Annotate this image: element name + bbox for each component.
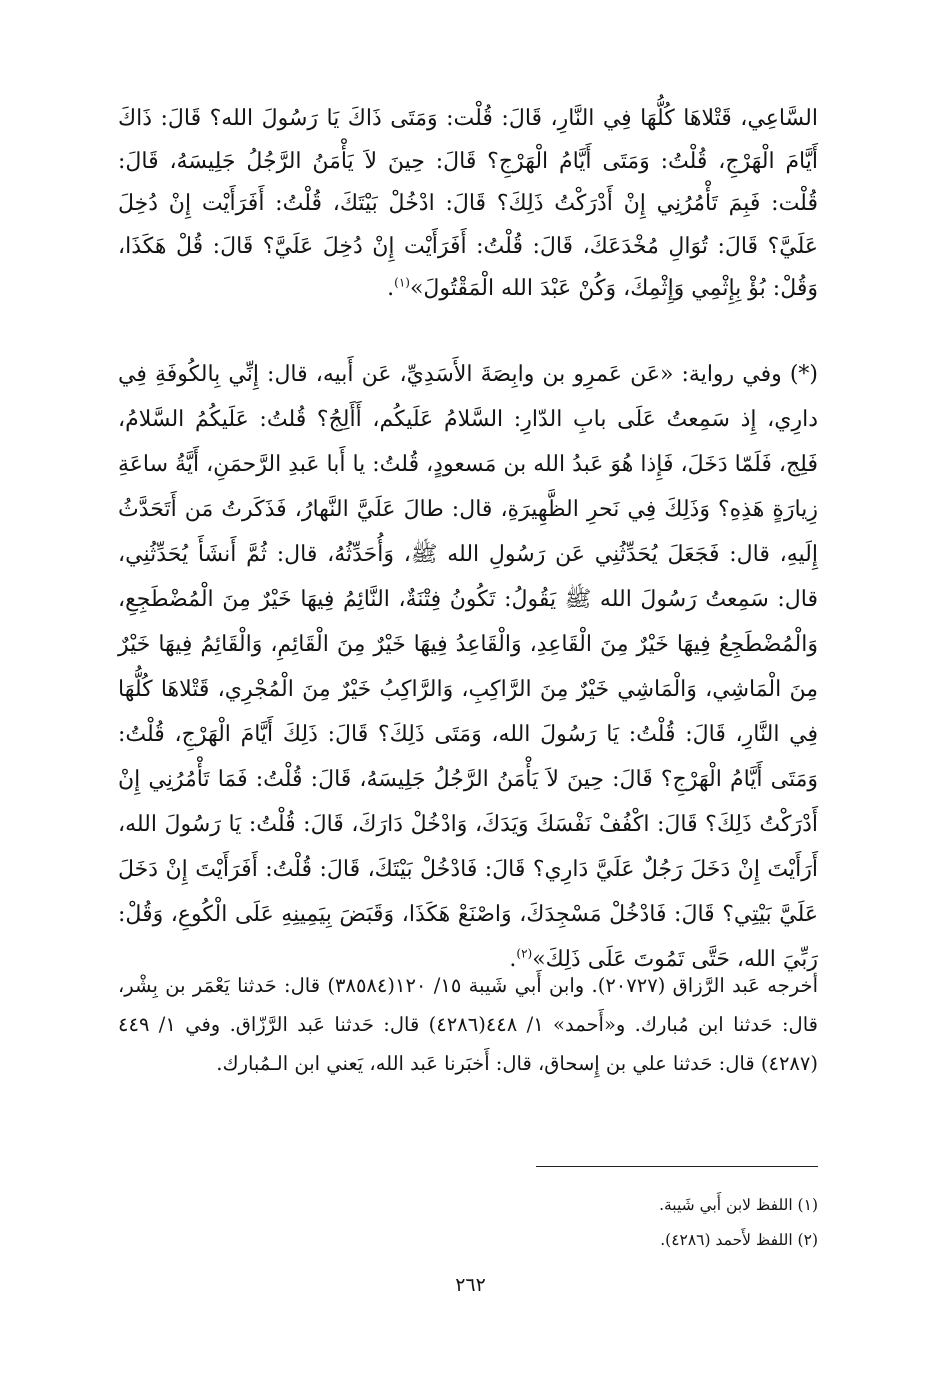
takhrij-text: أخرجه عَبد الرَّزاق (٢٠٧٢٧). وابن أَبي شَيبة ١٥/ ١٢٠(٣٨٥٨٤) قال: حَدثنا يَعْمَر بن بِشْر، قال: حَدثنا ابن مُبارك. و«أَحمد» ١/ ٤٤٨(٤٢٨٦) قال: حَدثنا عَبد الرَّزّاق. وفي ١/ ٤٤٩ (٤٢٨٧) قال: حَدثنا علي بن إِسحاق، قال: أَخبَرنا عَبد الله، يَعني ابن الـمُبارك. bbox=[118, 974, 818, 1075]
footnote-marker-2: (٢) bbox=[516, 946, 533, 961]
narration-variant-paragraph: (*) وفي رواية: «عَن عَمرِو بن وابِصَةَ الأَسَدِيِّ، عَن أَبيه، قال: إِنِّي بِالكُوفَةِ فِي دارِي، إِذ سَمِعتُ عَلَى بابِ الدّارِ: السَّلامُ عَلَيكُم، أَأَلِجُ؟ قُلتُ: عَلَيكُمُ السَّلامُ، فَلِج، فَلَمّا دَخَلَ، فَإِذا هُوَ عَبدُ الله بن مَسعودٍ، قُلتُ: يا أَبا عَبدِ الرَّحمَنِ، أَيَّةُ ساعَةِ زِيارَةٍ هَذِهِ؟ وَذَلِكَ فِي نَحرِ الظَّهِيرَةِ، قال: طالَ عَلَيَّ النَّهارُ، فَذَكَرتُ مَن أَتَحَدَّثُ إِلَيهِ، قال: فَجَعَلَ يُحَدِّثُنِي عَن رَسُولِ الله ﷺ، وَأُحَدِّثُهُ، قال: ثُمَّ أَنشَأَ يُحَدِّثُنِي، قال: سَمِعتُ رَسُولَ الله ﷺ يَقُولُ: تَكُونُ فِتْنَةٌ، النَّائِمُ فِيهَا خَيْرٌ مِنَ الْمُضْطَجِعِ، وَالْمُضْطَجِعُ فِيهَا خَيْرٌ مِنَ الْقَاعِدِ، وَالْقَاعِدُ فِيهَا خَيْرٌ مِنَ الْقَائِمِ، وَالْقَائِمُ فِيهَا خَيْرٌ مِنَ الْمَاشِي، وَالْمَاشِي خَيْرٌ مِنَ الرَّاكِبِ، وَالرَّاكِبُ خَيْرٌ مِنَ الْمُجْرِي، قَتْلاهَا كُلُّهَا فِي النَّارِ، قَالَ: قُلْتُ: يَا رَسُولَ الله، وَمَتَى ذَلِكَ؟ قَالَ: ذَلِكَ أَيَّامَ الْهَرْجِ، قُلْتُ: وَمَتَى أَيَّامُ الْهَرْجِ؟ قَالَ: حِينَ لاَ يَأْمَنُ الرَّجُلُ جَلِيسَهُ، قَالَ: قُلْتُ: فَمَا تَأْمُرُنِي إِنْ أَدْرَكْتُ ذَلِكَ؟ قَالَ: اكْفُفْ نَفْسَكَ وَيَدَكَ، وَادْخُلْ دَارَكَ، قَالَ: قُلْتُ: يَا رَسُولَ الله، أَرَأَيْتَ إِنْ دَخَلَ رَجُلٌ عَلَيَّ دَارِي؟ قَالَ: فَادْخُلْ بَيْتَكَ، قَالَ: قُلْتُ: أَفَرَأَيْتَ إِنْ دَخَلَ عَلَيَّ بَيْتِي؟ قَالَ: فَادْخُلْ مَسْجِدَكَ، وَاصْنَعْ هَكَذَا، وَقَبَضَ بِيَمِينِهِ عَلَى الْكُوعِ، وَقُلْ: رَبِّيَ الله، حَتَّى تَمُوتَ عَلَى ذَلِكَ»$^{(٢)}$. bbox=[118, 362, 818, 972]
hadith-main-paragraph: السَّاعِي، قَتْلاهَا كُلُّهَا فِي النَّارِ، قَالَ: قُلْت: وَمَتَى ذَاكَ يَا رَسُولَ الله؟ قَالَ: ذَاكَ أَيَّامَ الْهَرْجِ، قُلْتُ: وَمَتَى أَيَّامُ الْهَرْجِ؟ قَالَ: حِينَ لاَ يَأْمَنُ الرَّجُلُ جَلِيسَهُ، قَالَ: قُلْت: فَبِمَ تَأْمُرُنِي إِنْ أَدْرَكْتُ ذَلِكَ؟ قَالَ: ادْخُلْ بَيْتَكَ، قُلْتُ: أَفَرَأَيْت إِنْ دُخِلَ عَلَيَّ؟ قَالَ: تُوَالِ مُخْدَعَكَ، قَالَ: قُلْتُ: أَفَرَأَيْت إِنْ دُخِلَ عَلَيَّ؟ قَالَ: قُلْ هَكَذَا، وَقُلْ: بُؤْ بِإِثْمِي وَإِثْمِكَ، وَكُنْ عَبْدَ الله الْمَقْتُولَ»$^{(١)}$. bbox=[118, 106, 818, 301]
hadith-main-text: السَّاعِي، قَتْلاهَا كُلُّهَا فِي النَّارِ، قَالَ: قُلْت: وَمَتَى ذَاكَ يَا رَسُولَ الله؟ قَالَ: ذَاكَ أَيَّامَ الْهَرْجِ، قُلْتُ: وَمَتَى أَيَّامُ الْهَرْجِ؟ قَالَ: حِينَ لاَ يَأْمَنُ الرَّجُلُ جَلِيسَهُ، قَالَ: قُلْت: فَبِمَ تَأْمُرُنِي إِنْ أَدْرَكْتُ ذَلِكَ؟ قَالَ: ادْخُلْ بَيْتَكَ، قُلْتُ: أَفَرَأَيْت إِنْ دُخِلَ عَلَيَّ؟ قَالَ: تُوَالِ مُخْدَعَكَ، قَالَ: قُلْتُ: أَفَرَأَيْت إِنْ دُخِلَ عَلَيَّ؟ قَالَ: قُلْ هَكَذَا، وَقُلْ: بُؤْ بِإِثْمِي وَإِثْمِكَ، وَكُنْ عَبْدَ الله الْمَقْتُولَ» bbox=[118, 106, 818, 301]
page-number: ٢٦٢ bbox=[455, 1274, 486, 1296]
footnotes-list bbox=[460, 1188, 818, 1258]
narration-variant-text: (*) وفي رواية: «عَن عَمرِو بن وابِصَةَ الأَسَدِيِّ، عَن أَبيه، قال: إِنِّي بِالكُوفَةِ فِي دارِي، إِذ سَمِعتُ عَلَى بابِ الدّارِ: السَّلامُ عَلَيكُم، أَأَلِجُ؟ قُلتُ: عَلَيكُمُ السَّلامُ، فَلِج، فَلَمّا دَخَلَ، فَإِذا هُوَ عَبدُ الله بن مَسعودٍ، قُلتُ: يا أَبا عَبدِ الرَّحمَنِ، أَيَّةُ ساعَةِ زِيارَةٍ هَذِهِ؟ وَذَلِكَ فِي نَحرِ الظَّهِيرَةِ، قال: طالَ عَلَيَّ النَّهارُ، فَذَكَرتُ مَن أَتَحَدَّثُ إِلَيهِ، قال: فَجَعَلَ يُحَدِّثُنِي عَن رَسُولِ الله ﷺ، وَأُحَدِّثُهُ، قال: ثُمَّ أَنشَأَ يُحَدِّثُنِي، قال: سَمِعتُ رَسُولَ الله ﷺ يَقُولُ: تَكُونُ فِتْنَةٌ، النَّائِمُ فِيهَا خَيْرٌ مِنَ الْمُضْطَجِعِ، وَالْمُضْطَجِعُ فِيهَا خَيْرٌ مِنَ الْقَاعِدِ، وَالْقَاعِدُ فِيهَا خَيْرٌ مِنَ الْقَائِمِ، وَالْقَائِمُ فِيهَا خَيْرٌ مِنَ الْمَاشِي، وَالْمَاشِي خَيْرٌ مِنَ الرَّاكِبِ، وَالرَّاكِبُ خَيْرٌ مِنَ الْمُجْرِي، قَتْلاهَا كُلُّهَا فِي النَّارِ، قَالَ: قُلْتُ: يَا رَسُولَ الله، وَمَتَى ذَلِكَ؟ قَالَ: ذَلِكَ أَيَّامَ الْهَرْجِ، قُلْتُ: وَمَتَى أَيَّامُ الْهَرْجِ؟ قَالَ: حِينَ لاَ يَأْمَنُ الرَّجُلُ جَلِيسَهُ، قَالَ: قُلْتُ: فَمَا تَأْمُرُنِي إِنْ أَدْرَكْتُ ذَلِكَ؟ قَالَ: اكْفُفْ نَفْسَكَ وَيَدَكَ، وَادْخُلْ دَارَكَ، قَالَ: قُلْتُ: يَا رَسُولَ الله، أَرَأَيْتَ إِنْ دَخَلَ رَجُلٌ عَلَيَّ دَارِي؟ قَالَ: فَادْخُلْ بَيْتَكَ، قَالَ: قُلْتُ: أَفَرَأَيْتَ إِنْ دَخَلَ عَلَيَّ بَيْتِي؟ قَالَ: فَادْخُلْ مَسْجِدَكَ، وَاصْنَعْ هَكَذَا، وَقَبَضَ بِيَمِينِهِ عَلَى الْكُوعِ، وَقُلْ: رَبِّيَ الله، حَتَّى تَمُوتَ عَلَى ذَلِكَ» bbox=[118, 362, 818, 972]
footnote-divider bbox=[536, 1166, 818, 1167]
footnote-marker-1: (١) bbox=[394, 275, 410, 290]
footnote-1: (١) اللفظ لابن أَبي شَيبة. bbox=[659, 1196, 818, 1214]
takhrij-paragraph bbox=[118, 966, 818, 1083]
footnote-2: (٢) اللفظ لأَحمد (٤٢٨٦). bbox=[660, 1231, 818, 1249]
